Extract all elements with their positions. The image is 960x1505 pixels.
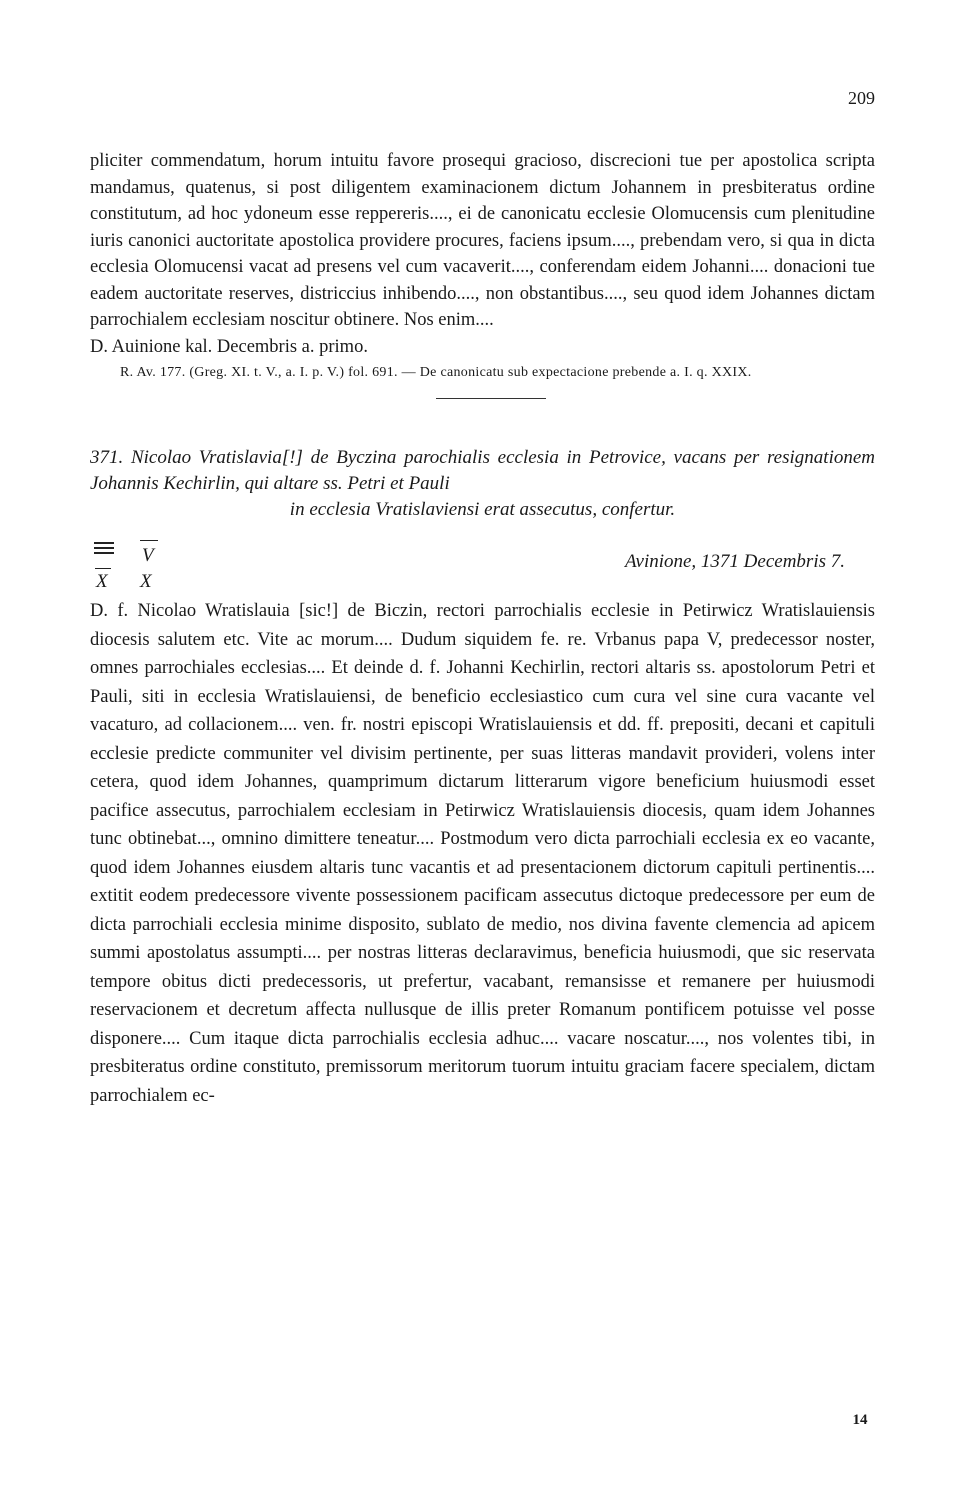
previous-entry-text: pliciter commendatum, horum intuitu favore prosequi gracioso, discrecioni tue per apostolica scripta mandamus, quatenus, si post diligentem examinacionem dictum Johannem in presbiteratus ordine constitutum, ad hoc ydoneum esse reppereris...., ei de canonicatu ecclesie Olomucensis cum plenitudine iuris canonici auctoritate apostolica providere procures, faciens ipsum...., prebendam vero, si qua in dicta ecclesia Olomucensi vacat ad presens vel cum vacaverit...., conferendam eidem Johanni.... donacioni tue eadem auctoritate reserves, districcius inhibendo...., non obstantibus...., seu quod idem Johannes dictam parrochialem ecclesiam noscitur obtinere. Nos enim....: [90, 151, 875, 330]
source-reference: [90, 362, 875, 384]
entry-place-date: Avinione, 1371 Decembris 7.: [624, 551, 845, 572]
entry-heading: [90, 445, 875, 523]
entry-number: 371.: [90, 447, 124, 468]
page-body: [90, 148, 875, 1110]
register-marks: [90, 539, 200, 597]
page-number: 209: [848, 88, 875, 108]
entry-heading-text: Nicolao Vratislavia[!] de Byczina parochialis ecclesia in Petrovice, vacans per resignationem Johannis Kechirlin, qui altare ss. Petri et Pauli: [90, 447, 876, 494]
section-divider: [436, 398, 546, 399]
mark-x-left: X: [96, 569, 108, 596]
register-marks-row: [90, 539, 875, 597]
triple-bar-mark: [94, 539, 114, 554]
entry-letter-text: D. f. Nicolao Wratislauia [sic!] de Biczin, rectori parrochialis ecclesie in Petirwicz Wratislauiensis diocesis salutem etc. Vite ac morum.... Dudum siquidem fe. re. Vrbanus papa V, predecessor noster, omnes parrochiales ecclesias.... Et deinde d. f. Johanni Kechirlin, rectori altaris ss. apostolorum Petri et Pauli, siti in ecclesia Wratislauiensi, de beneficio ecclesiastico cum cura vel sine cura vacante vel vacaturo, ad collacionem.... ven. fr. nostri episcopi Wratislauiensis et dd. ff. prepositi, decani et capituli ecclesie predicte communiter vel divisim pertinente, per suas litteras mandavit provideri, volens inter cetera, quod idem Johannes, quamprimum dictarum litterarum vigore beneficium huiusmodi esset pacifice assecutus, parrochialem ecclesiam in Petirwicz Wratislauiensis diocesis, quam idem Johannes tunc obtinebat..., omnino dimittere teneatur.... Postmodum vero dicta parrochiali ecclesia ex eo vacante, quod idem Johannes eiusdem altaris tunc vacantis et ad presentacionem dictorum capituli pertinentis.... extitit eodem predecessore vivente possessionem pacificam assecutus dictoque predecessore per eum de dicta parrochiali ecclesia minime disposito, sublato de medio, nos divina favente clemencia ad apicem summi apostolatus assumpti.... per nostras litteras declaravimus, beneficia huiusmodi, que sic reservata tempore obitus dicti predecessoris, ut prefertur, vacabant, remansisse et remanere per huiusmodi reservacionem et decretum affecta nullusque de illis preter Romanum pontificem potuisse vel posse disponere.... Cum itaque dicta parrochialis ecclesia adhuc.... vacare noscatur...., nos volentes tibi, in presbiteratus ordine constituto, premissorum meritorum tuorum intuitu graciam facere specialem, dictam parrochialem ec-: [90, 601, 875, 1106]
source-reference-text: R. Av. 177. (Greg. XI. t. V., a. I. p. V.) fol. 691. — De canonicatu sub expectacione prebende a. I. q. XXIX.: [120, 365, 752, 380]
signature-mark: 14: [852, 1412, 868, 1428]
mark-v: V: [142, 543, 154, 570]
previous-entry-date: D. Auinione kal. Decembris a. primo.: [90, 336, 368, 357]
entry-heading-last-line: in ecclesia Vratislaviensi erat assecutus, confertur.: [289, 499, 676, 520]
mark-x-right: X: [140, 571, 152, 592]
